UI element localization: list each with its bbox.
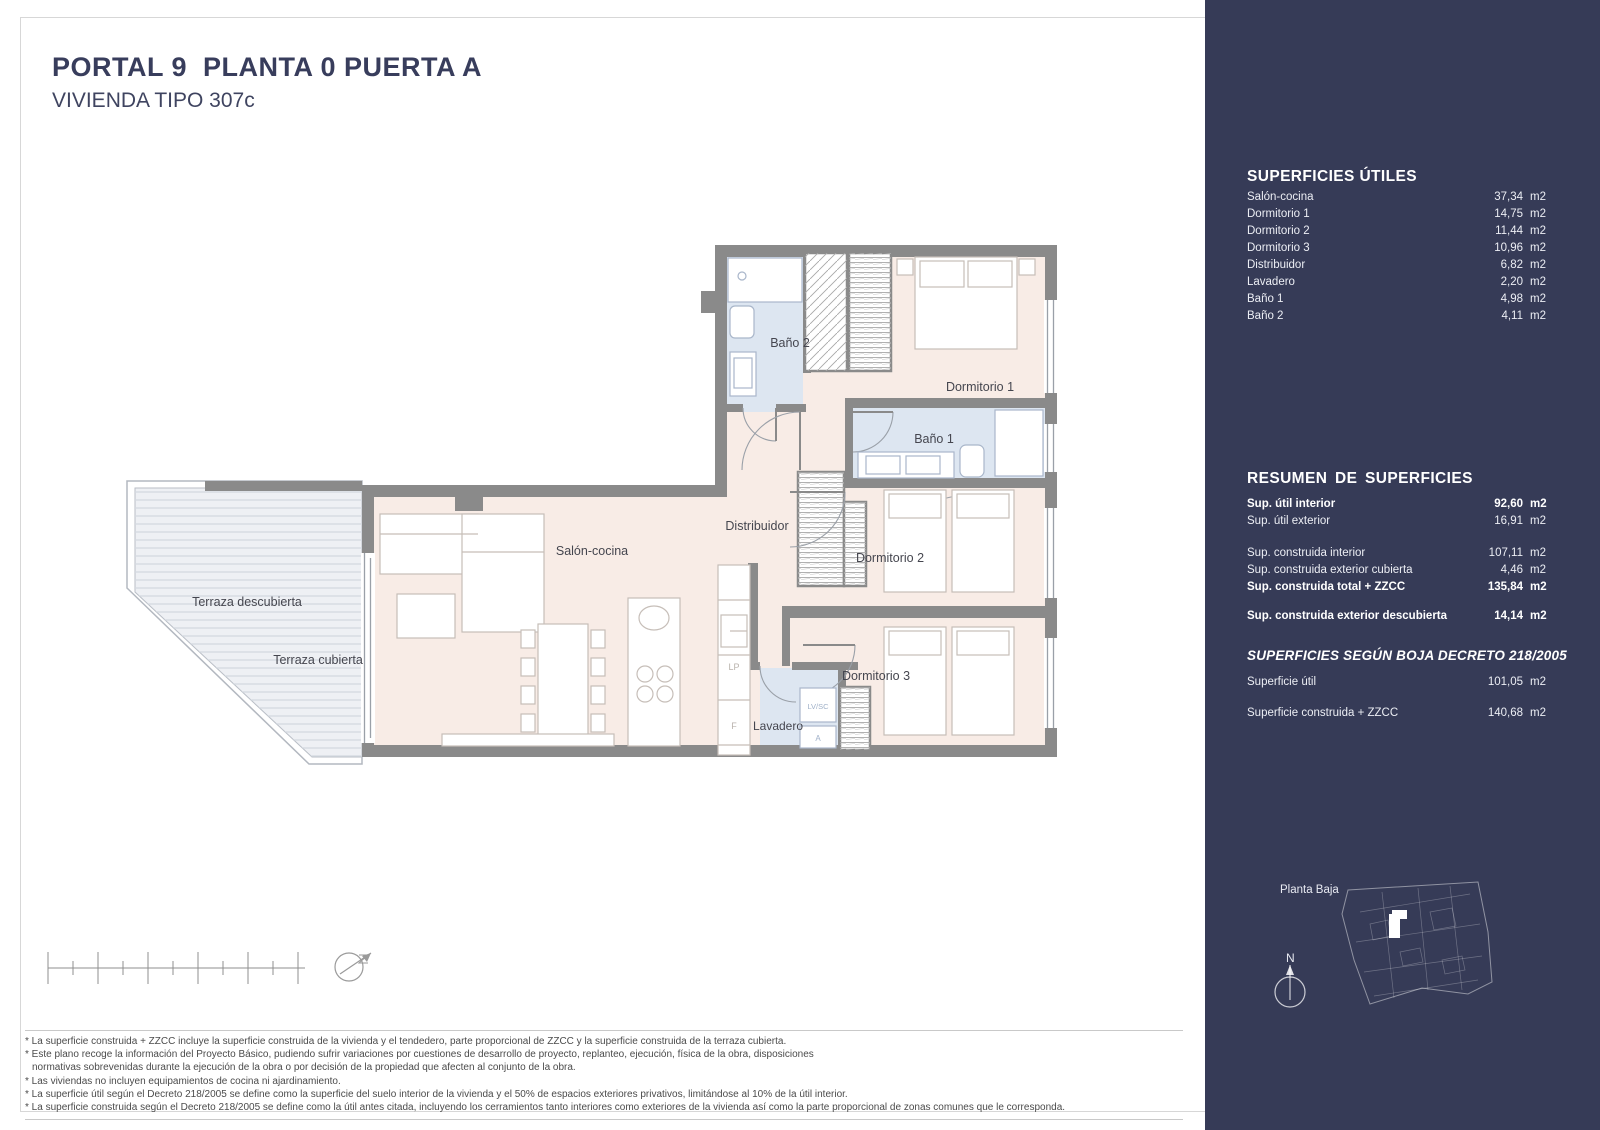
summary-row: Sup. construida exterior descubierta 14,14 m2	[1247, 610, 1547, 622]
label-terraza-cubierta: Terraza cubierta	[273, 653, 363, 667]
boja-title: SUPERFICIES SEGÚN BOJA DECRETO 218/2005	[1247, 648, 1567, 663]
surface-row: Distribuidor 6,82 m2	[1247, 259, 1546, 271]
site-plan-caption: Planta Baja	[1280, 884, 1339, 896]
footnote-line: * La superficie construida + ZZCC incluye la superficie construida de la vivienda y el tendedero, parte proporcional de ZZCC y la superficie construida de la terraza cubierta.	[25, 1036, 787, 1047]
orientation-icon	[335, 953, 371, 981]
scale-bar	[48, 952, 305, 984]
resumen-title: RESUMEN DE SUPERFICIES	[1247, 470, 1473, 487]
label-lvsc: LV/SC	[807, 702, 829, 711]
footnote-line: * Este plano recoge la información del Proyecto Básico, pudiendo sufrir variaciones por cuestiones de desarrollo de proyecto, replanteo, ejecución, física de la obra, disposiciones	[25, 1049, 814, 1061]
footnote-line: normativas sobrevenidas durante la ejecución de la obra o por decisión de la propiedad que afecten al conjunto de la obra.	[32, 1062, 576, 1074]
label-f: F	[731, 721, 737, 731]
label-salon: Salón-cocina	[555, 544, 629, 558]
terrace-sliding-door	[361, 553, 375, 743]
surface-row: Lavadero 2,20 m2	[1247, 276, 1546, 288]
label-dormitorio3: Dormitorio 3	[841, 669, 911, 683]
page-title: PORTAL 9 PLANTA 0 PUERTA A	[52, 52, 483, 82]
boja-row: Superficie construida + ZZCC 140,68 m2	[1247, 707, 1546, 719]
footnote-line: * La superficie construida según el Decreto 218/2005 se define como la útil antes citada, incluyendo los cerramientos tanto interiores como exteriores de la vivienda así como la parte proporcional de zonas comunes que le corresponda.	[25, 1102, 1066, 1114]
surface-row: Dormitorio 1 14,75 m2	[1247, 208, 1546, 220]
boja-row: Superficie útil 101,05 m2	[1247, 676, 1546, 688]
surface-row: Dormitorio 3 10,96 m2	[1247, 242, 1546, 254]
label-dormitorio1: Dormitorio 1	[945, 380, 1015, 394]
superficies-utiles-title: SUPERFICIES ÚTILES	[1247, 168, 1417, 185]
north-arrow-label: N	[1286, 951, 1295, 965]
sidebar	[1205, 0, 1600, 1130]
label-lavadero: Lavadero	[752, 719, 804, 733]
page-subtitle: VIVIENDA TIPO 307c	[52, 89, 255, 112]
north-arrow	[1262, 948, 1322, 1023]
summary-row: Sup. construida interior 107,11 m2	[1247, 547, 1546, 559]
label-lp: LP	[728, 662, 740, 672]
site-plan-unit-highlight	[1389, 910, 1407, 938]
label-terraza-descubierta: Terraza descubierta	[192, 595, 302, 609]
terrace	[127, 481, 362, 764]
summary-row: Sup. construida total + ZZCC 135,84 m2	[1247, 581, 1547, 593]
label-bano1: Baño 1	[914, 432, 954, 446]
label-a: A	[815, 734, 821, 743]
surface-row: Baño 2 4,11 m2	[1247, 310, 1546, 322]
label-distribuidor: Distribuidor	[725, 519, 789, 533]
summary-row: Sup. útil interior 92,60 m2	[1247, 498, 1547, 510]
footnotes	[25, 1030, 1183, 1120]
surface-row: Dormitorio 2 11,44 m2	[1247, 225, 1546, 237]
surface-row: Salón-cocina 37,34 m2	[1247, 191, 1546, 203]
footnote-line: * Las viviendas no incluyen equipamientos de cocina ni ajardinamiento.	[25, 1075, 341, 1087]
summary-row: Sup. construida exterior cubierta 4,46 m2	[1247, 564, 1546, 576]
footnote-line: * La superficie útil según el Decreto 218/2005 se define como la superficie del suelo interior de la vivienda y el 50% de espacios exteriores privativos, limitándose al 10% de la útil interior.	[25, 1088, 848, 1100]
surface-row: Baño 1 4,98 m2	[1247, 293, 1546, 305]
label-bano2: Baño 2	[770, 336, 810, 350]
label-dormitorio2: Dormitorio 2	[855, 551, 925, 565]
site-plan	[1330, 872, 1515, 1022]
summary-row: Sup. útil exterior 16,91 m2	[1247, 515, 1546, 527]
